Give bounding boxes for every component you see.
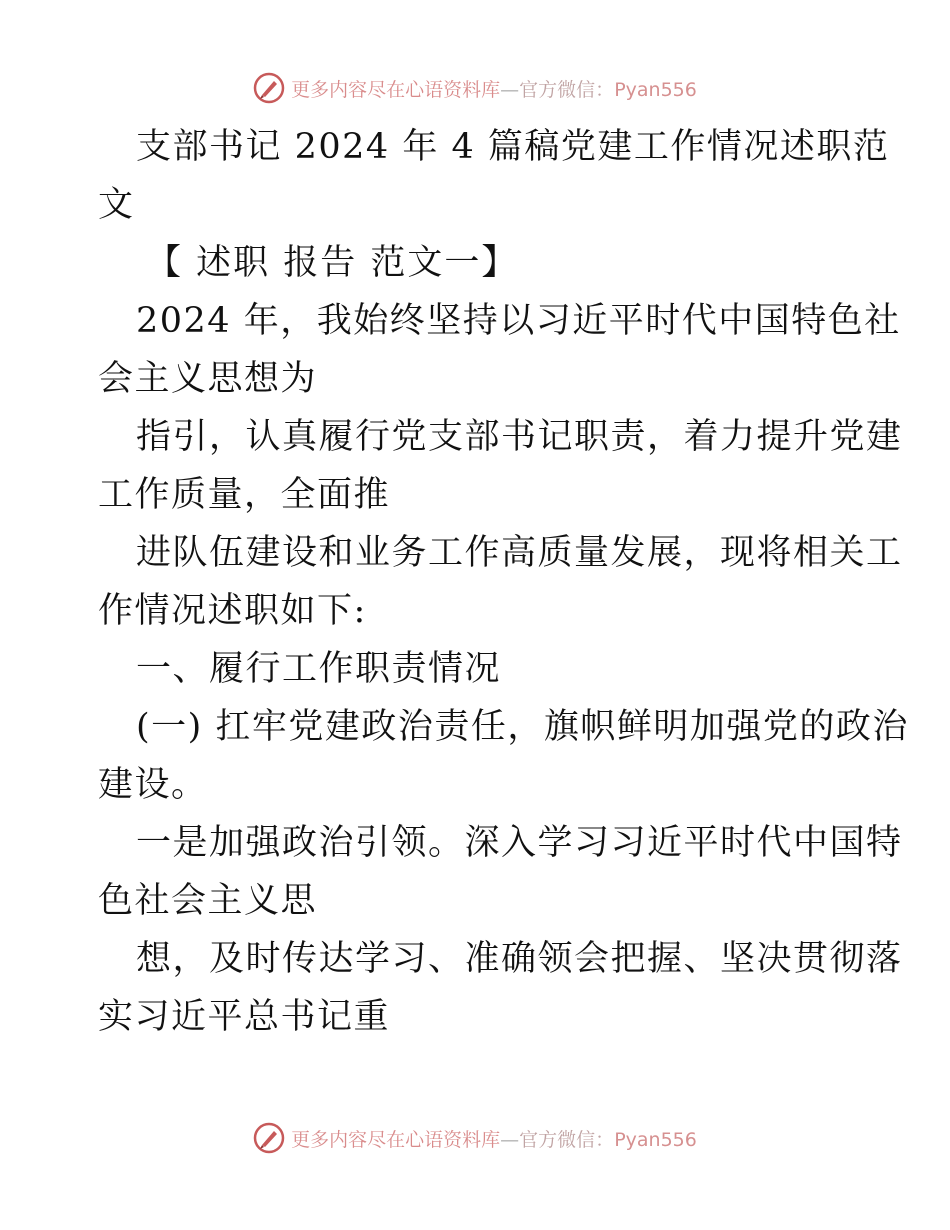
watermark-wechat-id: Pyan556 <box>614 78 697 101</box>
paragraph-line: 想，及时传达学习、准确领会把握、坚决贯彻落 <box>136 939 903 979</box>
watermark-footer <box>0 1122 950 1154</box>
subsection-heading: 一、履行工作职责情况 <box>136 649 502 689</box>
paragraph-line: 工作质量，全面推 <box>98 475 391 515</box>
paragraph-line: 进队伍建设和业务工作高质量发展，现将相关工 <box>136 533 903 573</box>
watermark-wechat-label: 官方微信： <box>519 1128 615 1151</box>
paragraph-line: 会主义思想为 <box>98 359 318 399</box>
document-title-line-2: 文 <box>98 185 135 225</box>
watermark-dash: — <box>500 1128 520 1151</box>
watermark-header <box>0 72 950 104</box>
paragraph-line: (一) 扛牢党建政治责任，旗帜鲜明加强党的政治 <box>136 707 909 747</box>
watermark-wechat-label: 官方微信： <box>519 78 615 101</box>
watermark-text <box>291 75 697 102</box>
watermark-dash: — <box>500 78 520 101</box>
paragraph-line: 色社会主义思 <box>98 881 318 921</box>
quill-logo-icon <box>253 72 285 104</box>
document-title-line-1: 支部书记 2024 年 4 篇稿党建工作情况述职范 <box>136 127 890 167</box>
paragraph-line: 一是加强政治引领。深入学习习近平时代中国特 <box>136 823 903 863</box>
document-body <box>98 118 909 1046</box>
paragraph-line: 作情况述职如下: <box>98 591 367 631</box>
watermark-wechat-id: Pyan556 <box>614 1128 697 1151</box>
paragraph-line: 2024 年，我始终坚持以习近平时代中国特色社 <box>136 301 901 341</box>
watermark-main-text: 更多内容尽在心语资料库 <box>291 78 501 101</box>
quill-logo-icon <box>253 1122 285 1154</box>
watermark-text <box>291 1125 697 1152</box>
paragraph-line: 建设。 <box>98 765 208 805</box>
section-heading: 【 述职 报告 范文一】 <box>146 243 519 283</box>
watermark-main-text: 更多内容尽在心语资料库 <box>291 1128 501 1151</box>
paragraph-line: 指引，认真履行党支部书记职责，着力提升党建 <box>136 417 903 457</box>
paragraph-line: 实习近平总书记重 <box>98 997 391 1037</box>
